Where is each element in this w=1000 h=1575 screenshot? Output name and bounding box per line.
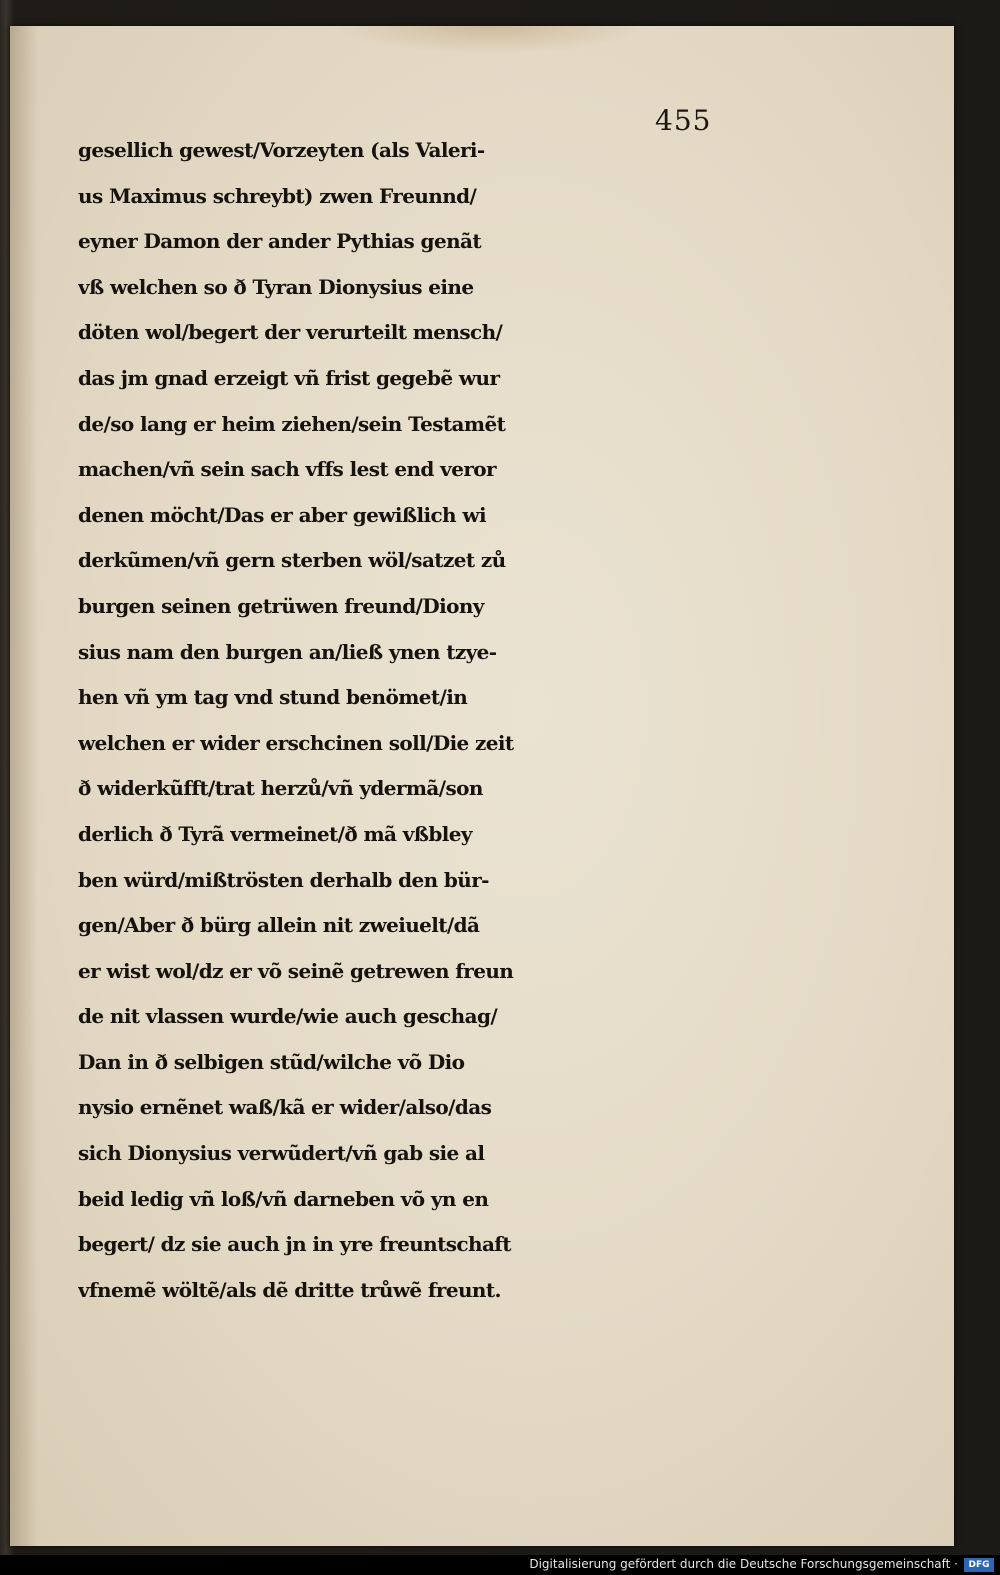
text-line: machen/vñ sein sach vffs lest end veror bbox=[78, 457, 496, 482]
text-line: vfnemẽ wöltẽ/als dẽ dritte trůwẽ freunt. bbox=[78, 1277, 501, 1302]
text-line: das jm gnad erzeigt vñ frist gegebẽ wur bbox=[78, 365, 500, 390]
page-stain bbox=[335, 26, 645, 54]
text-line: beid ledig vñ loß/vñ darneben võ yn en bbox=[78, 1186, 489, 1211]
text-line: er wist wol/dz er võ seinẽ getrewen freun bbox=[78, 958, 514, 983]
text-line: derkũmen/vñ gern sterben wöl/satzet zů bbox=[78, 548, 506, 573]
text-line: denen möcht/Das er aber gewißlich wi bbox=[78, 502, 486, 527]
dfg-logo-icon: DFG bbox=[964, 1558, 994, 1572]
text-line: sius nam den burgen an/ließ ynen tzye- bbox=[78, 639, 497, 664]
digitization-credit: Digitalisierung gefördert durch die Deutsche Forschungsgemeinschaft · bbox=[529, 1557, 958, 1571]
text-line: de nit vlassen wurde/wie auch geschag/ bbox=[78, 1004, 498, 1029]
text-line: hen vñ ym tag vnd stund benömet/in bbox=[78, 685, 468, 710]
text-line: derlich ð Tyrã vermeinet/ð mã vßbley bbox=[78, 821, 472, 846]
text-line: burgen seinen getrüwen freund/Diony bbox=[78, 593, 484, 618]
text-line: ð widerkũfft/trat herzů/vñ ydermã/son bbox=[78, 776, 483, 801]
gutter-shadow bbox=[10, 26, 38, 1546]
text-line: Dan in ð selbigen stũd/wilche võ Dio bbox=[78, 1049, 465, 1074]
text-line: vß welchen so ð Tyran Dionysius eine bbox=[78, 274, 474, 299]
text-line: sich Dionysius verwũdert/vñ gab sie al bbox=[78, 1141, 485, 1166]
text-line: eyner Damon der ander Pythias genãt bbox=[78, 229, 482, 254]
text-line: döten wol/begert der verurteilt mensch/ bbox=[78, 320, 503, 345]
text-line: welchen er wider erschcinen soll/Die zeit bbox=[78, 730, 514, 755]
text-line: begert/ dz sie auch jn in yre freuntschaft bbox=[78, 1232, 511, 1257]
text-block bbox=[78, 128, 778, 1313]
text-line: gesellich gewest/Vorzeyten (als Valeri- bbox=[78, 138, 485, 162]
page-number: 455 bbox=[655, 104, 712, 137]
text-line: gen/Aber ð bürg allein nit zweiuelt/dã bbox=[78, 913, 480, 938]
text-line: ben würd/mißtrösten derhalb den bür- bbox=[78, 867, 489, 892]
text-line: de/so lang er heim ziehen/sein Testamẽt bbox=[78, 411, 506, 436]
footer-bar bbox=[0, 1555, 1000, 1575]
text-line: nysio ernẽnet waß/kã er wider/also/das bbox=[78, 1095, 492, 1120]
text-line: us Maximus schreybt) zwen Freunnd/ bbox=[78, 183, 477, 208]
